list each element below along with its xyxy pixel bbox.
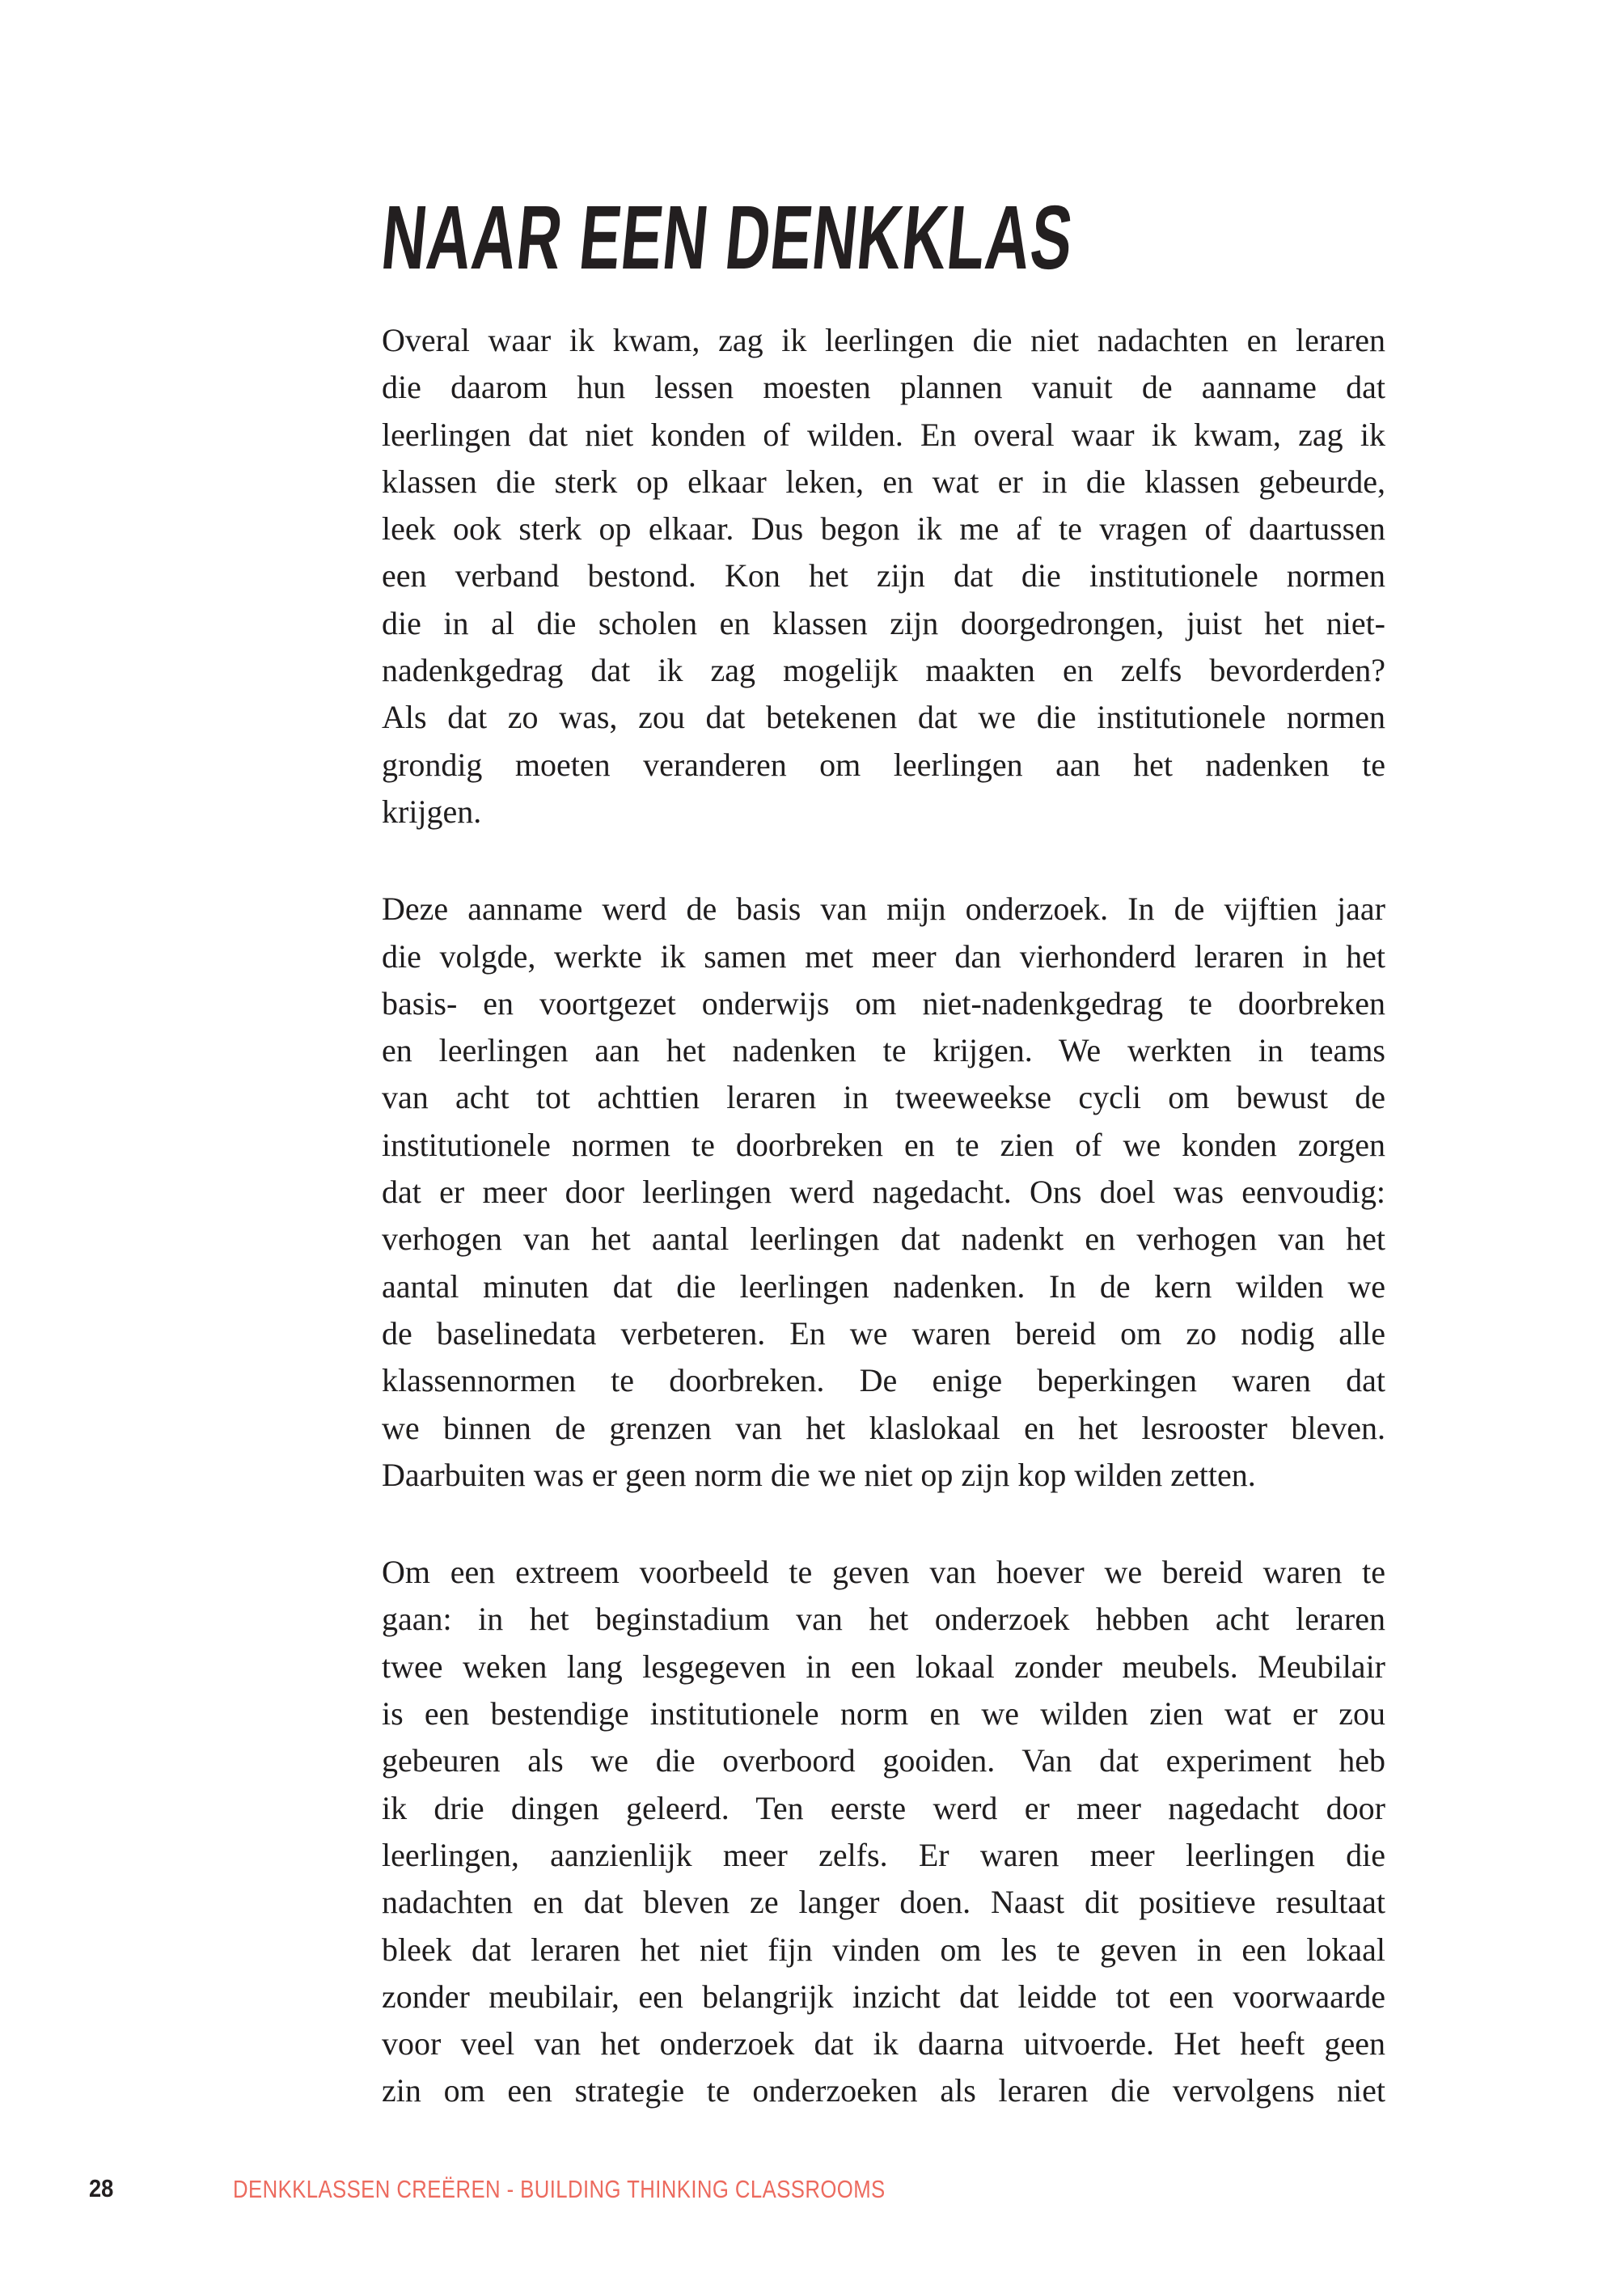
text-line: die in al die scholen en klassen zijn doorgedrongen, juist het niet-: [382, 604, 1385, 641]
text-line: Deze aanname werd de basis van mijn onderzoek. In de vijftien jaar: [382, 891, 1385, 928]
page-footer: [0, 2176, 1624, 2208]
text-line: gaan: in het beginstadium van het onderzoek hebben acht leraren: [382, 1601, 1385, 1638]
text-line: bleek dat leraren het niet fijn vinden om les te geven in een lokaal: [382, 1931, 1385, 1968]
text-line: leek ook sterk op elkaar. Dus begon ik me af te vragen of daartussen: [382, 510, 1385, 548]
body-text: [382, 317, 1385, 2115]
text-line: we binnen de grenzen van het klaslokaal en het lesrooster bleven.: [382, 1409, 1385, 1446]
text-line: ik drie dingen geleerd. Ten eerste werd er meer nagedacht door: [382, 1789, 1385, 1826]
text-line: gebeuren als we die overboord gooiden. Van dat experiment heb: [382, 1742, 1385, 1779]
text-line: institutionele normen te doorbreken en te zien of we konden zorgen: [382, 1126, 1385, 1163]
text-line: is een bestendige institutionele norm en we wilden zien wat er zou: [382, 1695, 1385, 1732]
text-line: klassennormen te doorbreken. De enige beperkingen waren dat: [382, 1362, 1385, 1399]
text-line: nadachten en dat bleven ze langer doen. Naast dit positieve resultaat: [382, 1884, 1385, 1921]
paragraph: [382, 1549, 1385, 2115]
text-line: krijgen.: [382, 793, 482, 830]
text-line: nadenkgedrag dat ik zag mogelijk maakten en zelfs bevorderden?: [382, 652, 1385, 689]
text-line: klassen die sterk op elkaar leken, en wat er in die klassen gebeurde,: [382, 463, 1385, 500]
text-line: Als dat zo was, zou dat betekenen dat we die institutionele normen: [382, 699, 1385, 736]
text-line: die daarom hun lessen moesten plannen vanuit de aanname dat: [382, 369, 1385, 406]
paragraph: [382, 886, 1385, 1499]
text-line: en leerlingen aan het nadenken te krijgen. We werkten in teams: [382, 1032, 1385, 1069]
text-line: verhogen van het aantal leerlingen dat nadenkt en verhogen van het: [382, 1221, 1385, 1258]
text-line: dat er meer door leerlingen werd nagedacht. Ons doel was eenvoudig:: [382, 1174, 1385, 1211]
text-line: van acht tot achttien leraren in tweeweekse cycli om bewust de: [382, 1079, 1385, 1116]
text-line: leerlingen dat niet konden of wilden. En overal waar ik kwam, zag ik: [382, 416, 1385, 453]
text-line: basis- en voortgezet onderwijs om niet-nadenkgedrag te doorbreken: [382, 984, 1385, 1022]
text-line: die volgde, werkte ik samen met meer dan vierhonderd leraren in het: [382, 937, 1385, 975]
text-line: voor veel van het onderzoek dat ik daarna uitvoerde. Het heeft geen: [382, 2025, 1385, 2062]
text-line: Overal waar ik kwam, zag ik leerlingen die niet nadachten en leraren: [382, 322, 1385, 358]
text-line: grondig moeten veranderen om leerlingen aan het nadenken te: [382, 746, 1385, 783]
paragraph: [382, 317, 1385, 836]
text-line: Om een extreem voorbeeld te geven van hoever we bereid waren te: [382, 1554, 1385, 1591]
text-line: de baselinedata verbeteren. En we waren bereid om zo nodig alle: [382, 1314, 1385, 1352]
text-line: zonder meubilair, een belangrijk inzicht dat leidde tot een voorwaarde: [382, 1978, 1385, 2015]
text-line: aantal minuten dat die leerlingen nadenken. In de kern wilden we: [382, 1267, 1385, 1305]
text-line: twee weken lang lesgegeven in een lokaal zonder meubels. Meubilair: [382, 1648, 1385, 1685]
text-line: leerlingen, aanzienlijk meer zelfs. Er waren meer leerlingen die: [382, 1836, 1385, 1873]
running-title: DENKKLASSEN CREËREN - BUILDING THINKING CLASSROOMS: [233, 2175, 886, 2203]
text-line: een verband bestond. Kon het zijn dat die institutionele normen: [382, 557, 1385, 594]
chapter-title: NAAR EEN DENKKLAS: [377, 187, 1078, 288]
text-line: zin om een strategie te onderzoeken als leraren die vervolgens niet: [382, 2072, 1385, 2109]
text-line: Daarbuiten was er geen norm die we niet op zijn kop wilden zetten.: [382, 1456, 1256, 1493]
page-number: 28: [89, 2174, 114, 2202]
